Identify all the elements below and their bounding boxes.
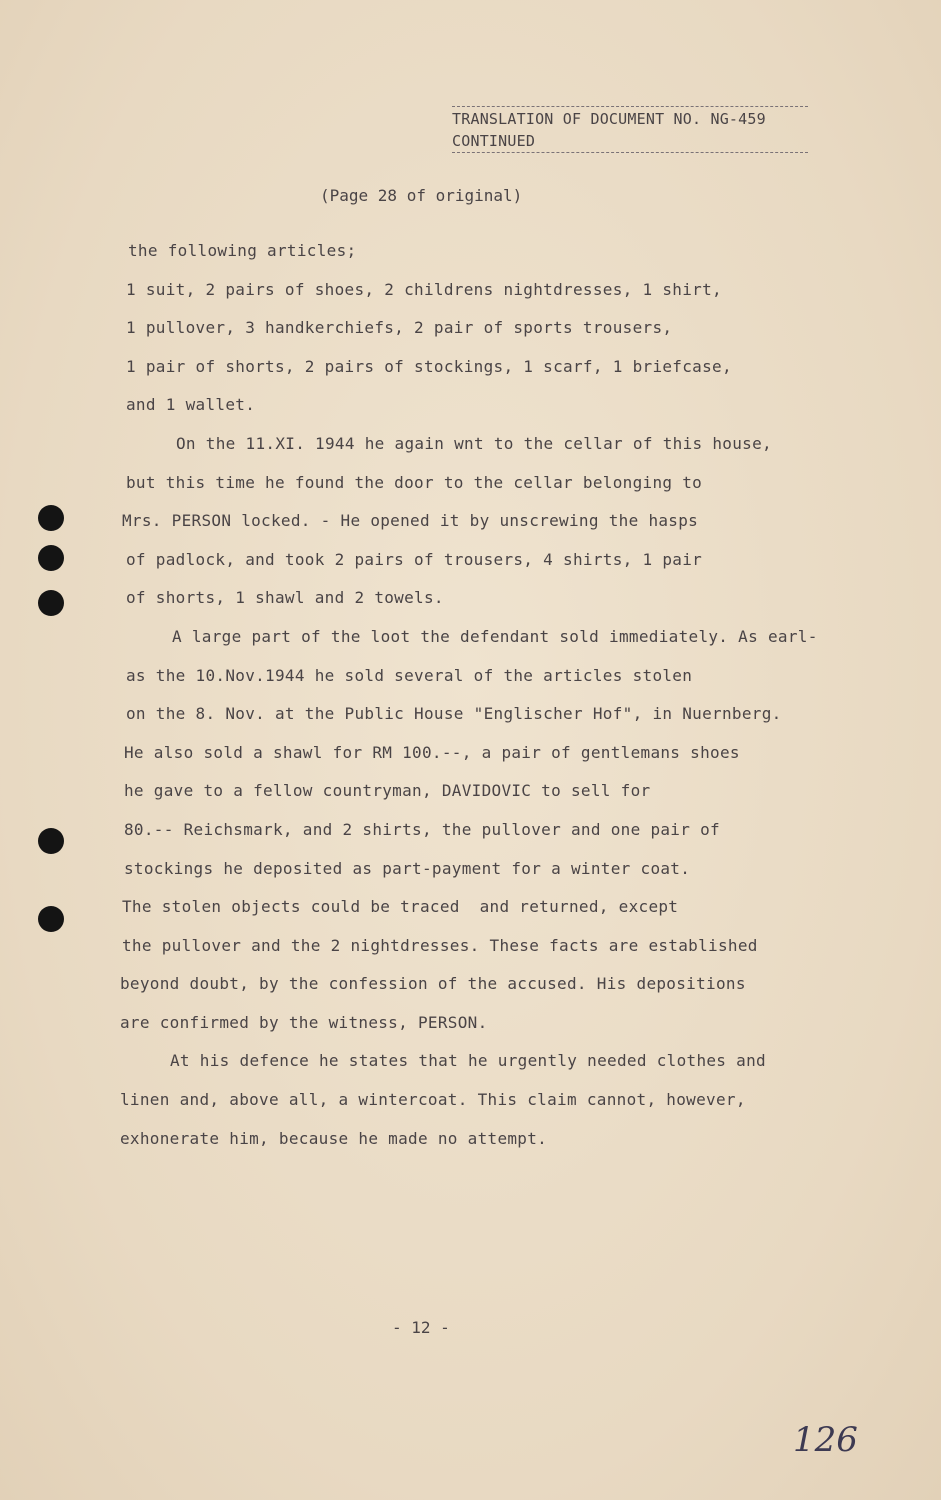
text-line: on the 8. Nov. at the Public House "Englischer Hof", in Nuernberg. [126,704,782,724]
text-line: The stolen objects could be traced and returned, except [122,897,679,917]
text-line: of shorts, 1 shawl and 2 towels. [126,588,444,608]
text-line: are confirmed by the witness, PERSON. [120,1012,488,1032]
text-line: beyond doubt, by the confession of the accused. His depositions [120,974,746,994]
punch-hole [38,828,64,854]
text-line: He also sold a shawl for RM 100.--, a pair of gentlemans shoes [124,742,740,762]
text-line: but this time he found the door to the cellar belonging to [126,472,703,492]
page-reference: (Page 28 of original) [320,186,523,205]
page-number: - 12 - [392,1318,450,1337]
text-line: On the 11.XI. 1944 he again wnt to the cellar of this house, [176,433,772,453]
text-line: he gave to a fellow countryman, DAVIDOVIC to sell for [124,781,651,801]
text-line: A large part of the loot the defendant sold immediately. As earl- [172,626,818,646]
text-line: and 1 wallet. [126,395,256,415]
text-line: the following articles; [128,241,357,260]
text-line: 1 pullover, 3 handkerchiefs, 2 pair of sports trousers, [126,318,673,338]
punch-hole [38,906,64,932]
text-line: At his defence he states that he urgently needed clothes and [170,1051,766,1071]
text-line: linen and, above all, a wintercoat. This claim cannot, however, [120,1090,746,1110]
punch-hole [38,545,64,571]
text-line: of padlock, and took 2 pairs of trousers, 4 shirts, 1 pair [126,549,703,569]
text-line: the pullover and the 2 nightdresses. These facts are established [122,935,758,955]
text-line: 1 suit, 2 pairs of shoes, 2 childrens nightdresses, 1 shirt, [126,279,722,299]
header-title: TRANSLATION OF DOCUMENT NO. NG-459 [452,106,808,130]
text-line: 1 pair of shorts, 2 pairs of stockings, 1 scarf, 1 briefcase, [126,356,732,376]
document-header [452,106,808,153]
text-line: as the 10.Nov.1944 he sold several of the articles stolen [126,665,693,685]
text-line: exhonerate him, because he made no attempt. [120,1128,548,1148]
text-line: 80.-- Reichsmark, and 2 shirts, the pullover and one pair of [124,819,720,839]
punch-hole [38,590,64,616]
document-body [120,232,860,1158]
punch-hole [38,505,64,531]
header-subtitle: CONTINUED [452,130,808,153]
text-line: stockings he deposited as part-payment for a winter coat. [124,858,691,878]
handwritten-page-number: 126 [793,1420,858,1460]
text-line: Mrs. PERSON locked. - He opened it by unscrewing the hasps [122,511,699,531]
